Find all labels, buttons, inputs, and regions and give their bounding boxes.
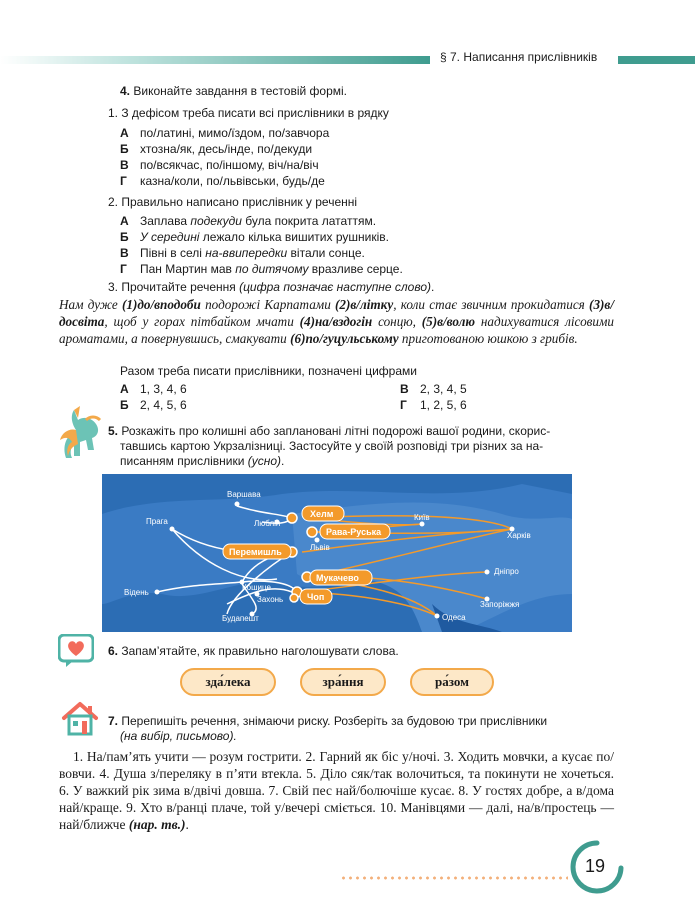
q2-option: Б У середині лежало кілька вишитих рушників. (120, 230, 389, 244)
stress-word-chip: зда́лека (180, 668, 276, 696)
city-label: Будапешт (222, 614, 259, 623)
task6-line: 6. Запам’ятайте, як правильно наголошувати слова. (108, 644, 399, 658)
city-label: Львів (310, 543, 330, 552)
city-label: Запоріжжя (480, 600, 520, 609)
stress-word-chip: зра́ння (300, 668, 386, 696)
q1-option: Г казна/коли, по/львівськи, будь/де (120, 174, 325, 188)
footer-dots (340, 876, 568, 880)
task7-line1: 7. Перепишіть речення, знімаючи риску. Розберіть за будовою три прислівники (108, 714, 548, 728)
page-number: 19 (584, 856, 606, 876)
q3-answer: А 1, 3, 4, 6 (120, 382, 187, 396)
stress-word-chip: ра́зом (410, 668, 494, 696)
task5-line3: писанням прислівники (усно). (120, 454, 285, 468)
railway-map (102, 474, 572, 632)
section-title: § 7. Написання прислівників (440, 50, 598, 64)
q3-answer: В 2, 3, 4, 5 (400, 382, 467, 396)
q3-passage: Нам дуже (1)до/вподоби подорожі Карпатами (2)в/літку, коли стає звичним прокидатися (3)в/досвіта, щоб у горах пітбайком мчати (4)на/вздогін сонцю, (5)в/волю надихуватися лісовими ароматами, а повернувшись, смакувати (6)по/гуцульському приготованою юшкою з грибів. (59, 297, 614, 346)
city-label: Прага (146, 517, 168, 526)
city-label: Варшава (227, 490, 261, 499)
city-label: Відень (124, 588, 149, 597)
q1-option: Б хтозна/як, десь/інде, по/декуди (120, 142, 313, 156)
task5-line2: тавшись картою Укрзалізниці. Застосуйте у своїй розповіді три різних за на- (120, 439, 544, 453)
header-decor-bar-right (618, 56, 695, 64)
q2-text: 2. Правильно написано прислівник у реченні (108, 195, 358, 209)
unicorn-icon (56, 406, 106, 464)
q3-question: Разом треба писати прислівники, позначені цифрами (120, 364, 417, 378)
task4-heading (120, 84, 347, 98)
city-label: Одеса (442, 613, 466, 622)
task7-passage: 1. На/пам’ять учити — розум гострити. 2. Гарний як біс у/ночі. 3. Ходить мовчки, а кусає по/вовчи. 4. Душа з/переляку в п’яти втекла. 5. Діло сяк/так волочиться, та покинути не хочеться. 6. У важкий рік зима в/двічі довша. 7. Свій пес най/болючіше кусає. 8. У гостях добре, а в/дома най/краще. 9. Хто в/ранці плаче, той у/вечері сміється. 10. Манівцями — далі, на/в/простець — най/ближче (нар. тв.). (59, 749, 614, 832)
q3-answer: Г 1, 2, 5, 6 (400, 398, 467, 412)
city-badge-label: Перемишль (229, 547, 282, 557)
task4-number: 4. (120, 84, 131, 98)
header-decor-bar (0, 56, 430, 64)
railway-map-graphic (102, 474, 572, 632)
city-label: Кошице (242, 583, 271, 592)
q2-option: А Заплава подекуди була покрита лататтям. (120, 214, 377, 228)
city-label: Харків (507, 531, 531, 540)
q1-option: А по/латині, мимо/їздом, по/завчора (120, 126, 330, 140)
home-icon (60, 700, 100, 736)
city-badge-label: Чоп (307, 592, 325, 602)
city-label: Люблін (254, 519, 281, 528)
task7-line2: (на вибір, письмово). (120, 729, 237, 743)
city-badge-label: Рава-Руська (326, 527, 382, 537)
q2-option: Г Пан Мартин мав по дитячому вразливе серце. (120, 262, 403, 276)
task4-title: Виконайте завдання в тестовій формі. (133, 84, 348, 98)
city-badge-label: Мукачево (316, 573, 359, 583)
city-label: Захонь (257, 595, 284, 604)
q3-text: 3. Прочитайте речення (цифра позначає наступне слово). (108, 280, 435, 294)
heart-chat-icon (58, 634, 94, 668)
q3-answer: Б 2, 4, 5, 6 (120, 398, 187, 412)
q2-option: В Півні в селі на-ввипередки вітали сонце. (120, 246, 365, 260)
city-label: Дніпро (494, 567, 519, 576)
city-badge-label: Хелм (310, 509, 334, 519)
q1-option: В по/всякчас, по/іншому, віч/на/віч (120, 158, 319, 172)
task5-line1: 5. Розкажіть про колишні або заплановані літні подорожі вашої родини, скорис- (108, 424, 551, 438)
city-label: Київ (414, 513, 430, 522)
q1-text: 1. З дефісом треба писати всі прислівники в рядку (108, 106, 389, 120)
